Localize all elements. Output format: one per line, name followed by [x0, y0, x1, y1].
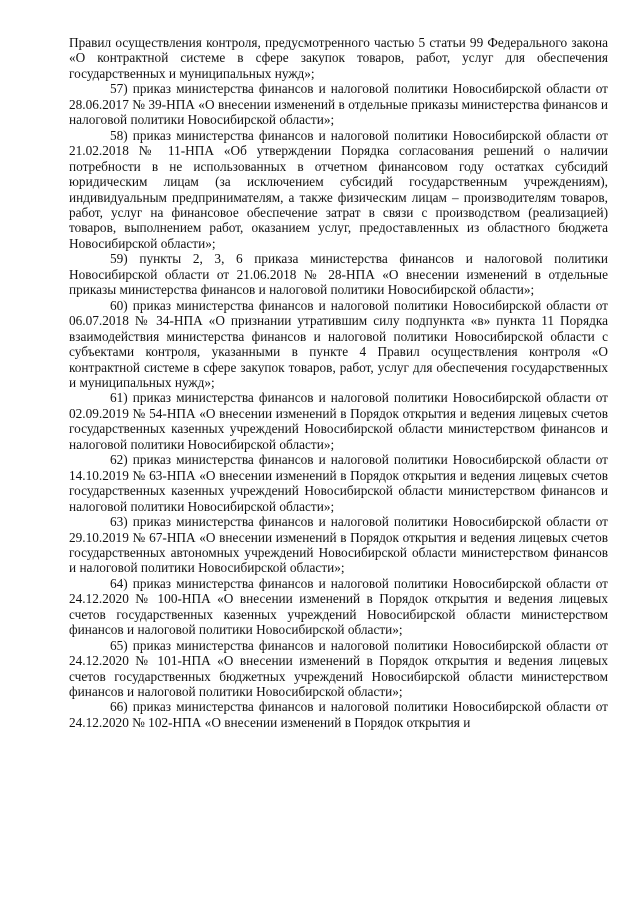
list-item-65: 65) приказ министерства финансов и налоговой политики Новосибирской области от 24.12.2020 № 101-НПА «О внесении изменений в Порядок открытия и ведения лицевых счетов государственных бюджетных учреждений Новосибирской области министерством финансов и налоговой политики Новосибирской области»; [69, 637, 608, 700]
list-item-62: 62) приказ министерства финансов и налоговой политики Новосибирской области от 14.10.2019 № 63-НПА «О внесении изменений в Порядок открытия и ведения лицевых счетов государственных казенных учреждений Новосибирской области министерством финансов и налоговой политики Новосибирской области»; [69, 452, 608, 514]
list-item-63: 63) приказ министерства финансов и налоговой политики Новосибирской области от 29.10.2019 № 67-НПА «О внесении изменений в Порядок открытия и ведения лицевых счетов государственных автономных учреждений Новосибирской области министерством финансов и налоговой политики Новосибирской области»; [69, 514, 608, 576]
document-page [69, 35, 608, 730]
list-item-59: 59) пункты 2, 3, 6 приказа министерства финансов и налоговой политики Новосибирской области от 21.06.2018 № 28-НПА «О внесении изменений в отдельные приказы министерства финансов и налоговой политики Новосибирской области»; [69, 251, 608, 298]
list-item-57: 57) приказ министерства финансов и налоговой политики Новосибирской области от 28.06.2017 № 39-НПА «О внесении изменений в отдельные приказы министерства финансов и налоговой политики Новосибирской области»; [69, 81, 608, 128]
paragraph-continuation: Правил осуществления контроля, предусмотренного частью 5 статьи 99 Федерального закона «О контрактной системе в сфере закупок товаров, работ, услуг для обеспечения государственных и муниципальных нужд»; [69, 35, 608, 81]
list-item-61: 61) приказ министерства финансов и налоговой политики Новосибирской области от 02.09.2019 № 54-НПА «О внесении изменений в Порядок открытия и ведения лицевых счетов государственных казенных учреждений Новосибирской области министерством финансов и налоговой политики Новосибирской области»; [69, 390, 608, 452]
list-item-58: 58) приказ министерства финансов и налоговой политики Новосибирской области от 21.02.2018 № 11-НПА «Об утверждении Порядка согласования решений о наличии потребности в не использованных в отчетном финансовом году остатках субсидий юридическим лицам (за исключением субсидий государственным учреждениям), индивидуальным предпринимателям, а также физическим лицам – производителям товаров, работ, услуг на финансовое обеспечение затрат в связи с производством (реализацией) товаров, выполнением работ, оказанием услуг, предоставленных из областного бюджета Новосибирской области»; [69, 127, 608, 251]
list-item-64: 64) приказ министерства финансов и налоговой политики Новосибирской области от 24.12.2020 № 100-НПА «О внесении изменений в Порядок открытия и ведения лицевых счетов государственных казенных учреждений Новосибирской области министерством финансов и налоговой политики Новосибирской области»; [69, 575, 608, 638]
list-item-60: 60) приказ министерства финансов и налоговой политики Новосибирской области от 06.07.2018 № 34-НПА «О признании утратившим силу подпункта «в» пункта 11 Порядка взаимодействия министерства финансов и налоговой политики Новосибирской области с субъектами контроля, указанными в пункте 4 Правил осуществления контроля «О контрактной системе в сфере закупок товаров, работ, услуг для обеспечения государственных и муниципальных нужд»; [69, 297, 608, 390]
list-item-66: 66) приказ министерства финансов и налоговой политики Новосибирской области от 24.12.2020 № 102-НПА «О внесении изменений в Порядок открытия и [69, 699, 608, 730]
